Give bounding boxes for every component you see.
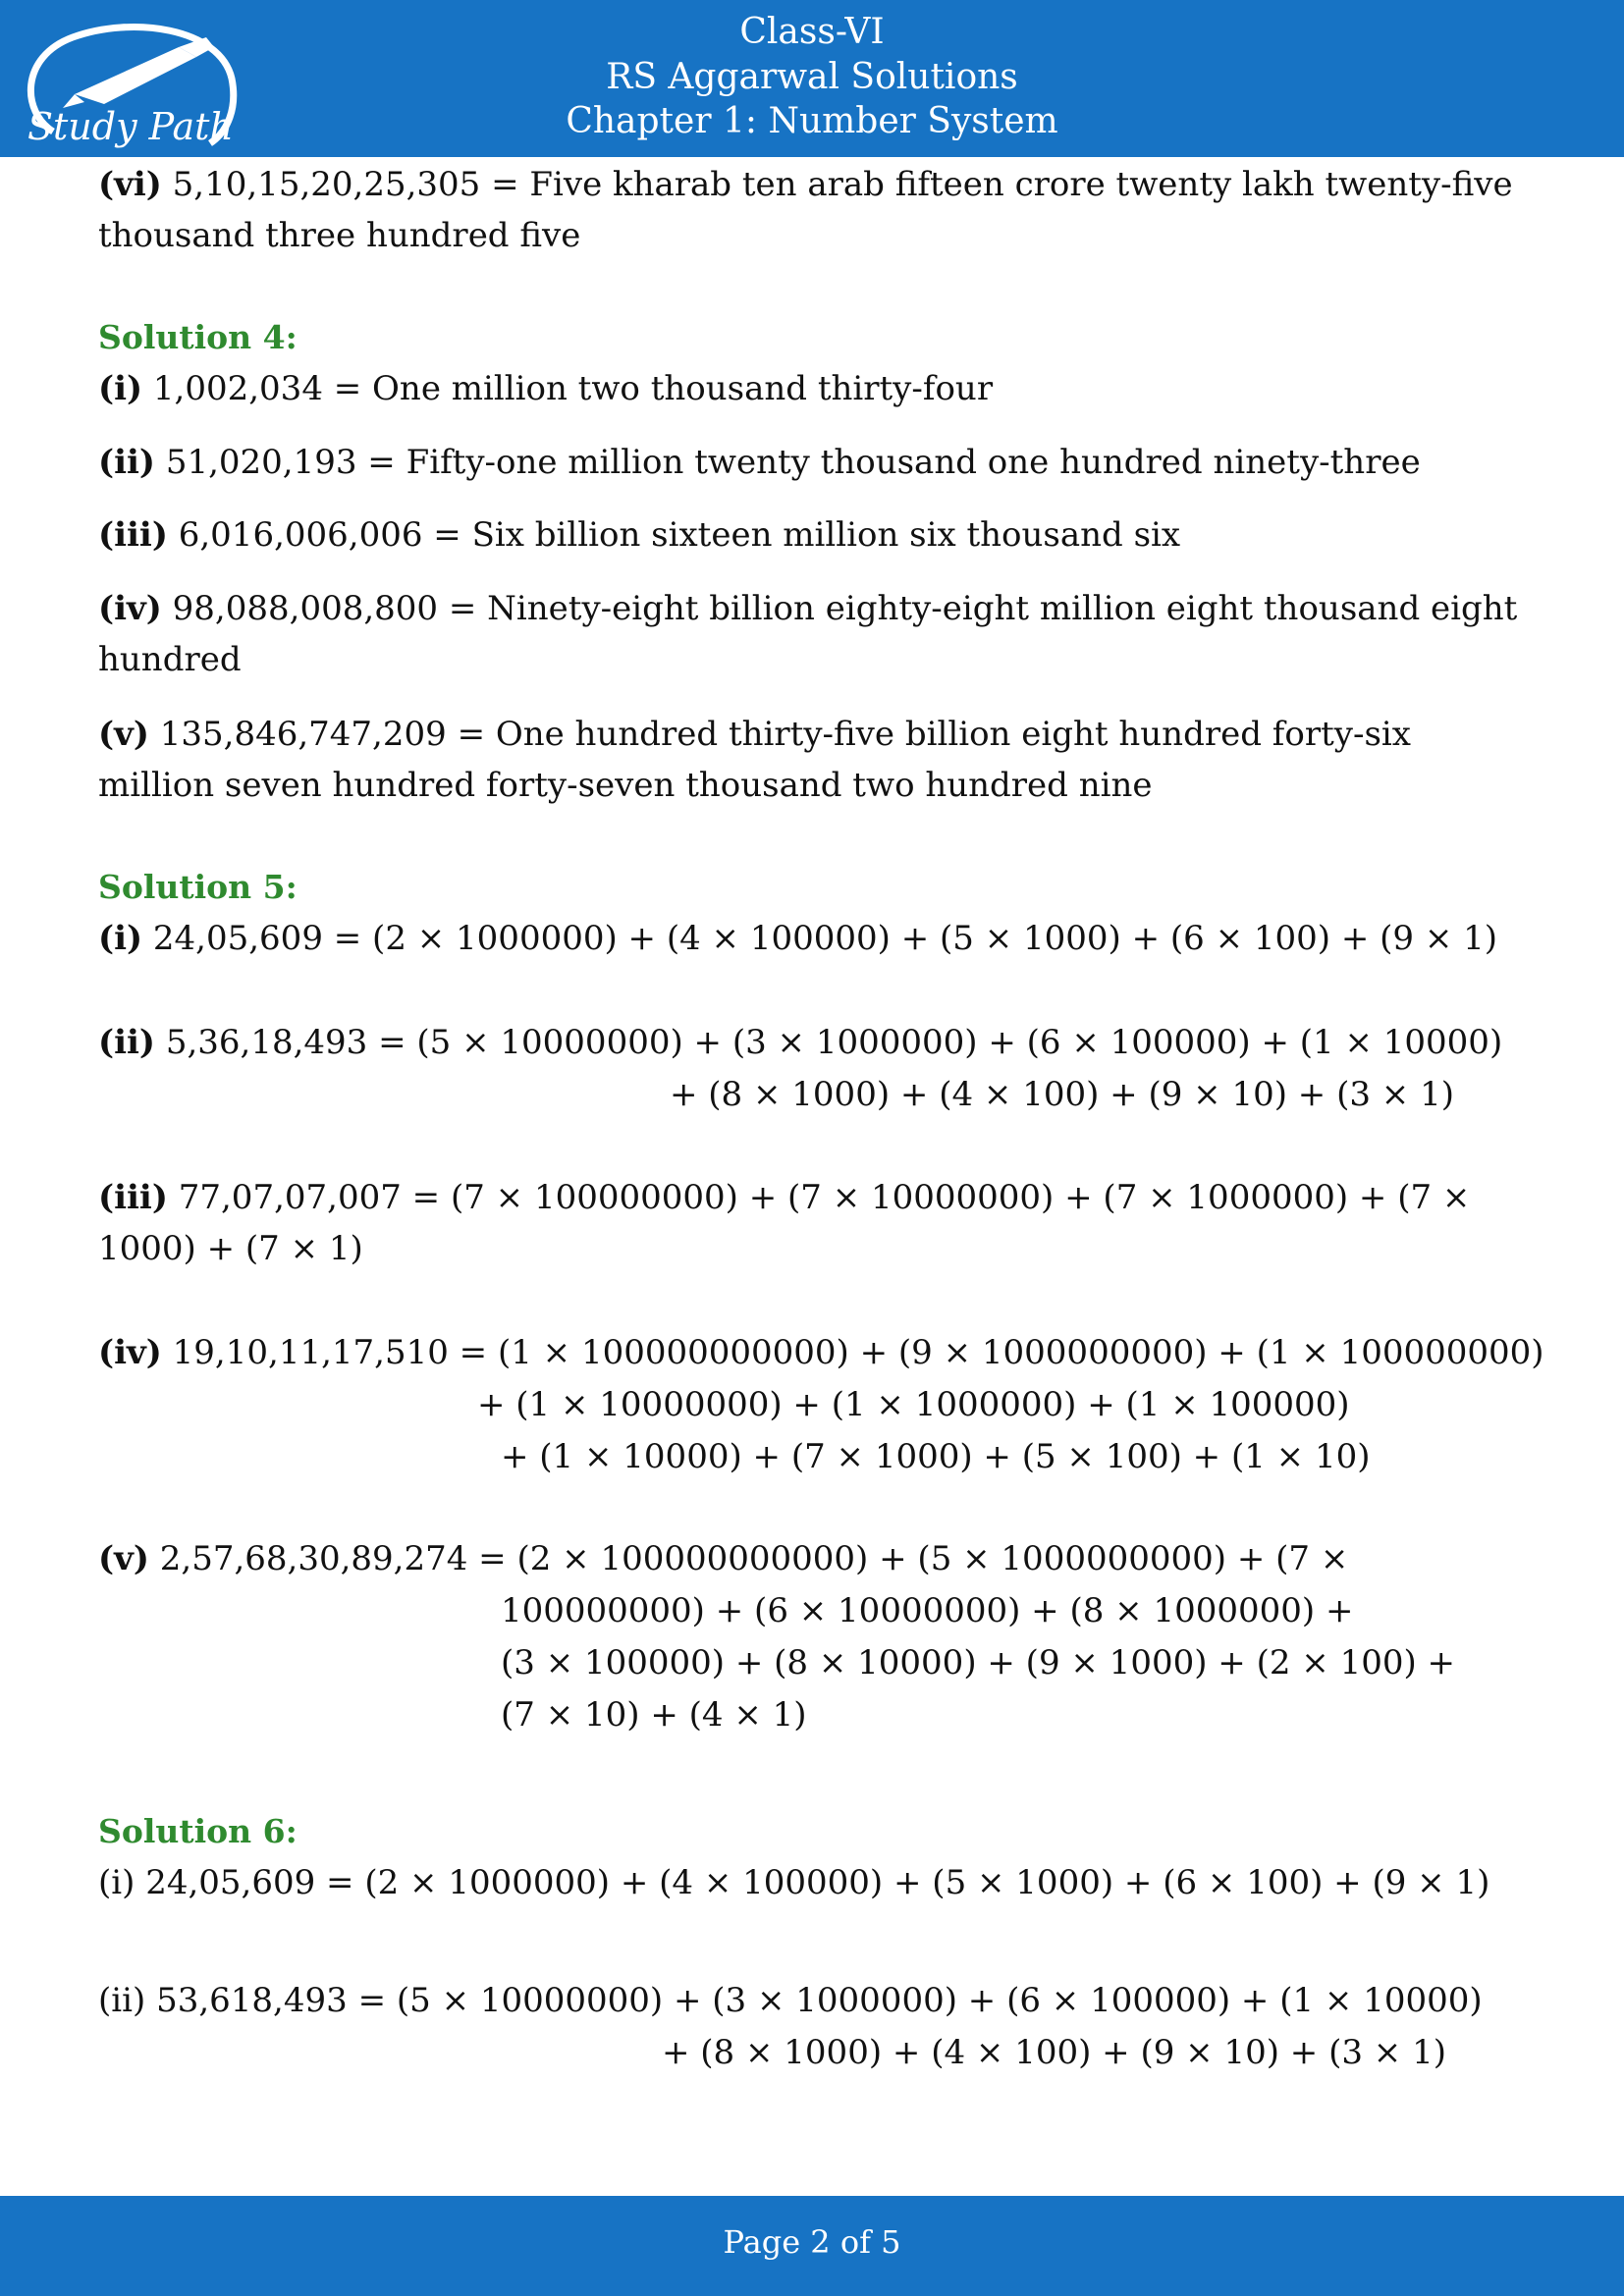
solution-5-heading: Solution 5:	[98, 868, 298, 906]
s5-item-iii	[98, 1172, 1532, 1274]
s4-item-ii	[98, 437, 1532, 488]
item-text: 19,10,11,17,510 = (1 × 100000000000) + (9 × 1000000000) + (1 × 100000000)	[172, 1333, 1544, 1372]
header-class: Class-VI	[739, 12, 885, 52]
s5-item-ii	[98, 1017, 1502, 1068]
header-book: RS Aggarwal Solutions	[606, 57, 1018, 97]
s5-v-line3: (3 × 100000) + (8 × 10000) + (9 × 1000) + (2 × 100) +	[501, 1643, 1456, 1682]
item-text: 1,002,034 = One million two thousand thirty-four	[152, 369, 994, 408]
s5-item-i	[98, 913, 1497, 964]
s4-item-v	[98, 709, 1532, 811]
item-label: (i)	[98, 369, 143, 408]
s4-item-iii	[98, 509, 1532, 561]
item-text: 77,07,07,007 = (7 × 100000000) + (7 × 10000000) + (7 × 1000000) + (7 × 1000) + (7 × 1)	[98, 1178, 1471, 1268]
page-header	[0, 0, 1624, 157]
s5-item-iv	[98, 1327, 1544, 1378]
s5-iv-line3: + (1 × 10000) + (7 × 1000) + (5 × 100) + (1 × 10)	[501, 1437, 1371, 1476]
item-label: (ii)	[98, 443, 156, 482]
item-label: (ii)	[98, 1023, 156, 1062]
svg-text:Study Path: Study Path	[27, 105, 234, 148]
s6-item-ii: (ii) 53,618,493 = (5 × 10000000) + (3 × 1000000) + (6 × 100000) + (1 × 10000)	[98, 1981, 1483, 2020]
header-chapter: Chapter 1: Number System	[566, 101, 1058, 141]
page-footer	[0, 2196, 1624, 2296]
s5-v-line4: (7 × 10) + (4 × 1)	[501, 1695, 807, 1735]
item-label: (iv)	[98, 589, 162, 628]
s5-item-v	[98, 1533, 1348, 1584]
item-label: (vi)	[98, 165, 162, 204]
item-label: (iii)	[98, 1178, 168, 1217]
item-text: 5,36,18,493 = (5 × 10000000) + (3 × 1000000) + (6 × 100000) + (1 × 10000)	[165, 1023, 1503, 1062]
s4-item-iv	[98, 583, 1532, 685]
item-text: 135,846,747,209 = One hundred thirty-five billion eight hundred forty-six million seven hundred forty-seven thousand two hundred nine	[98, 715, 1411, 805]
item-text: 5,10,15,20,25,305 = Five kharab ten arab fifteen crore twenty lakh twenty-five thousand three hundred five	[98, 165, 1513, 255]
item-text: 51,020,193 = Fifty-one million twenty thousand one hundred ninety-three	[165, 443, 1421, 482]
solution-6-heading: Solution 6:	[98, 1812, 298, 1850]
item-label: (iii)	[98, 515, 168, 555]
solution-4-heading: Solution 4:	[98, 318, 298, 356]
s4-item-i	[98, 363, 1532, 414]
prev-vi-answer	[98, 159, 1532, 261]
s5-iv-line2: + (1 × 10000000) + (1 × 1000000) + (1 × 100000)	[477, 1385, 1350, 1424]
s5-v-line2: 100000000) + (6 × 10000000) + (8 × 1000000) +	[501, 1591, 1354, 1630]
s6-ii-line2: + (8 × 1000) + (4 × 100) + (9 × 10) + (3 × 1)	[662, 2033, 1446, 2072]
item-label: (v)	[98, 1539, 149, 1578]
item-label: (iv)	[98, 1333, 162, 1372]
item-text: 2,57,68,30,89,274 = (2 × 100000000000) + (5 × 1000000000) + (7 ×	[159, 1539, 1349, 1578]
item-label: (v)	[98, 715, 149, 754]
s6-item-i: (i) 24,05,609 = (2 × 1000000) + (4 × 100000) + (5 × 1000) + (6 × 100) + (9 × 1)	[98, 1863, 1490, 1902]
item-text: 6,016,006,006 = Six billion sixteen million six thousand six	[178, 515, 1181, 555]
item-text: 24,05,609 = (2 × 1000000) + (4 × 100000) + (5 × 1000) + (6 × 100) + (9 × 1)	[152, 919, 1498, 958]
s5-ii-line2: + (8 × 1000) + (4 × 100) + (9 × 10) + (3 × 1)	[670, 1075, 1454, 1114]
page-number: Page 2 of 5	[723, 2223, 901, 2261]
item-text: 98,088,008,800 = Ninety-eight billion eighty-eight million eight thousand eight hundred	[98, 589, 1518, 679]
item-label: (i)	[98, 919, 143, 958]
